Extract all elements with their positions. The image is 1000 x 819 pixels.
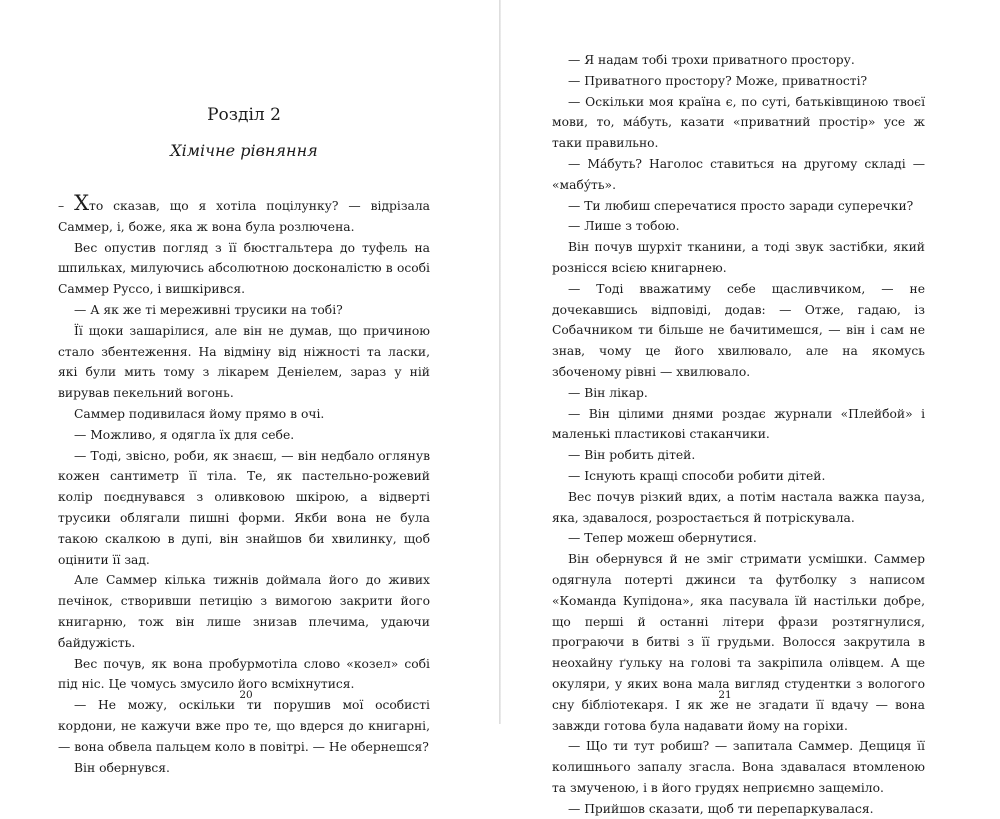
paragraph: — Що ти тут робиш? — запитала Саммер. Дещиця її колишнього запалу згасла. Вона здавалася втомленою та змученою, і в його грудях неприємно защеміло. bbox=[552, 739, 925, 795]
paragraph: — Тоді вважатиму себе щасливчиком, — не дочекавшись відповіді, додав: — Отже, гадаю, із Собачником ти більше не бачитимешся, — він і сам не знав, чому це його хвилювало, але на якомусь збоченому рівні — хвилювало. bbox=[552, 281, 925, 379]
paragraph: Він обернувся. bbox=[74, 760, 170, 775]
right-page-body bbox=[552, 50, 925, 819]
left-page bbox=[0, 0, 500, 775]
paragraph: Вес опустив погляд з її бюстгальтера до туфель на шпильках, милуючись абсолютною досконалістю в особі Саммер Руссо, і вишкірився. bbox=[58, 240, 430, 297]
paragraph: Але Саммер кілька тижнів доймала його до живих печінок, створивши петицію з вимогою закрити його книгарню, тож він лише знизав плечима, удаючи байдужість. bbox=[58, 573, 430, 650]
drop-cap: Х bbox=[74, 191, 90, 215]
right-page bbox=[501, 0, 1000, 816]
paragraph: — Тепер можеш обернутися. bbox=[568, 531, 757, 546]
paragraph: — Приватного простору? Може, приватності? bbox=[568, 73, 868, 88]
paragraph: — Прийшов сказати, щоб ти перепаркувалася. bbox=[568, 801, 874, 816]
paragraph: Її щоки зашарілися, але він не думав, що причиною стало збентеження. На відміну від ніжності та ласки, які були мить тому з лікарем Деніелем, зараз у ній вирував пекельний вогонь. bbox=[58, 323, 430, 401]
page-number-left: 20 bbox=[239, 689, 253, 701]
paragraph: — Він лікар. bbox=[568, 385, 648, 400]
paragraph: — Він цілими днями роздає журнали «Плейбой» і маленькі пластикові стаканчики. bbox=[552, 406, 925, 442]
paragraph: — Ти любиш сперечатися просто заради суперечки? bbox=[568, 198, 914, 213]
opening-dash: – bbox=[58, 199, 75, 213]
paragraph: Він почув шурхіт тканини, а тоді звук застібки, який рознісся всією книгарнею. bbox=[552, 240, 925, 275]
chapter-number: Розділ 2 bbox=[207, 105, 281, 125]
opening-paragraph bbox=[58, 193, 430, 238]
paragraph: Саммер подивилася йому прямо в очі. bbox=[74, 406, 325, 421]
opening-text: то сказав, що я хотіла поцілунку? — відрізала Саммер, і, боже, яка ж вона була розлючена. bbox=[58, 199, 431, 234]
paragraph: — Він робить дітей. bbox=[568, 448, 696, 463]
paragraph: — Тоді, звісно, роби, як знаєш, — він недбало оглянув кожен сантиметр її тіла. Те, як пастельно-рожевий колір поєднувався з оливковою шкірою, а відверті трусики облягали пишні форми. Якби вона не була такою скалкою в дупі, він знайшов би хвилинку, щоб оцінити її зад. bbox=[58, 448, 430, 567]
paragraph: — Я надам тобі трохи приватного простору. bbox=[568, 53, 855, 67]
paragraph: — Оскільки моя країна є, по суті, батьківщиною твоєї мови, то, ма́буть, казати «приватний простір» усе ж таки правильно. bbox=[552, 94, 925, 151]
paragraph: — Не можу, оскільки ти порушив мої особисті кордони, не кажучи вже про те, що вдерся до книгарні, — вона обвела пальцем коло в повітрі. — Не обернешся? bbox=[58, 698, 430, 754]
chapter-title: Хімічне рівняння bbox=[170, 141, 318, 160]
paragraph: — А як же ті мереживні трусики на тобі? bbox=[74, 302, 343, 317]
paragraph: Вес почув різкий вдих, а потім настала важка пауза, яка, здавалося, розростається й потріскувала. bbox=[552, 489, 925, 525]
page-number-right: 21 bbox=[718, 689, 732, 701]
paragraph: — Можливо, я одягла їх для себе. bbox=[74, 427, 295, 442]
paragraph: — Існують кращі способи робити дітей. bbox=[568, 468, 826, 483]
paragraph: — Лише з тобою. bbox=[568, 219, 680, 234]
paragraph: — Ма́буть? Наголос ставиться на другому складі — «мабу́ть». bbox=[552, 156, 925, 192]
paragraph: Він обернувся й не зміг стримати усмішки. Саммер одягнула потерті джинси та футболку з написом «Команда Купідона», яка пасувала їй настільки добре, що перші й останні літери фрази розтягнулися, програючи в битві з її грудьми. Волосся закрутила в неохайну ґульку на голові та закріпила олівцем. А ще окуляри, у яких вона мала вигляд студентки з вологого сну бібліотекаря. І як же не згадати її вдачу — вона завжди готова була надавати йому на горіхи. bbox=[552, 552, 925, 733]
paragraph: Вес почув, як вона пробурмотіла слово «козел» собі під ніс. Це чомусь змусило його всміхнутися. bbox=[58, 656, 430, 692]
